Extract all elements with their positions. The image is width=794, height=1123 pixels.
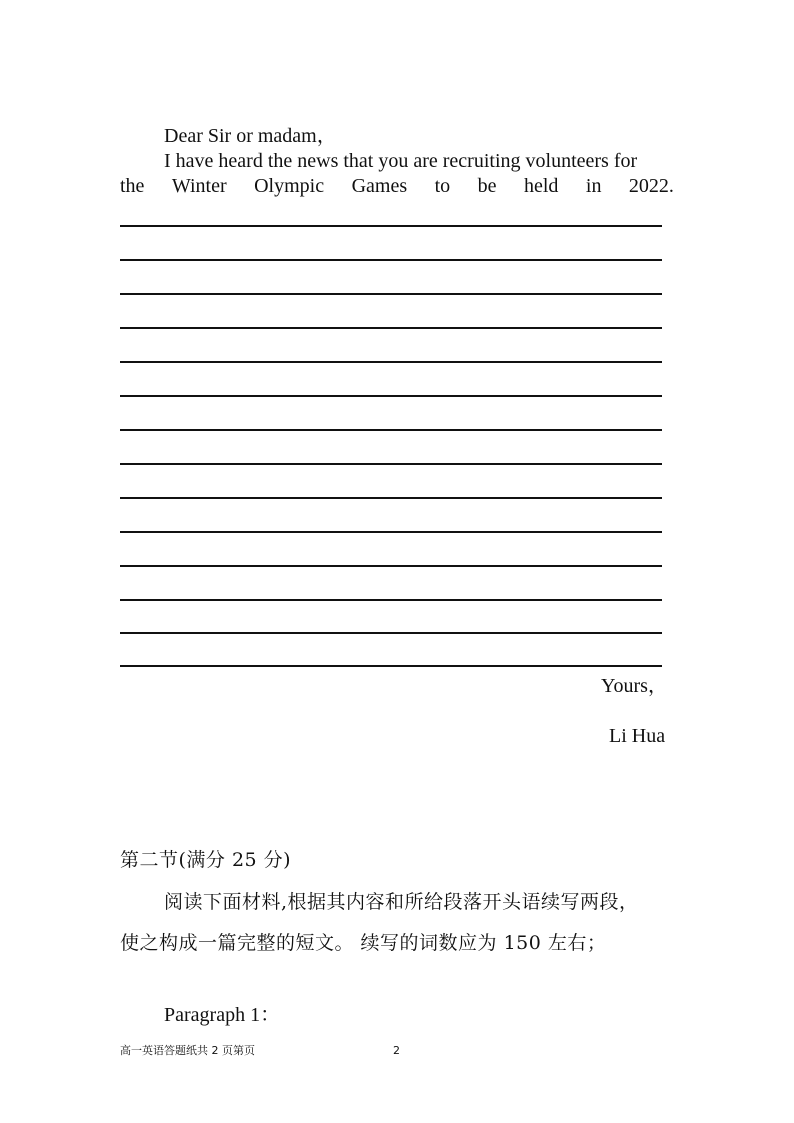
answer-line[interactable] — [120, 531, 662, 533]
intro-word: Winter — [171, 175, 227, 197]
intro-word: to — [434, 175, 451, 197]
letter-closing: Yours， — [601, 675, 668, 697]
intro-word: Games — [351, 175, 408, 197]
letter-salutation: Dear Sir or madam， — [164, 125, 337, 147]
answer-line[interactable] — [120, 665, 662, 667]
answer-line[interactable] — [120, 259, 662, 261]
intro-word: Olympic — [254, 175, 325, 197]
letter-intro-line2 — [120, 174, 674, 198]
answer-line[interactable] — [120, 632, 662, 634]
intro-word: the — [120, 175, 145, 197]
intro-word: 2022. — [628, 175, 674, 197]
answer-line[interactable] — [120, 463, 662, 465]
answer-line[interactable] — [120, 395, 662, 397]
answer-line[interactable] — [120, 327, 662, 329]
answer-line[interactable] — [120, 565, 662, 567]
intro-word: be — [477, 175, 497, 197]
answer-line[interactable] — [120, 225, 662, 227]
answer-line[interactable] — [120, 497, 662, 499]
letter-intro-line1: I have heard the news that you are recruiting volunteers for — [164, 150, 638, 172]
letter-signature: Li Hua — [609, 725, 666, 747]
instruction-line1: 阅读下面材料,根据其内容和所给段落开头语续写两段， — [164, 891, 639, 913]
page-number: 2 — [393, 1044, 400, 1057]
instruction-line2: 使之构成一篇完整的短文。 续写的词数应为 150 左右； — [120, 932, 607, 954]
answer-line[interactable] — [120, 293, 662, 295]
paragraph-label: Paragraph 1： — [164, 1004, 281, 1026]
intro-word: in — [585, 175, 602, 197]
footer-text: 高一英语答题纸共 2 页第页 — [120, 1044, 255, 1057]
answer-line[interactable] — [120, 599, 662, 601]
section-heading: 第二节(满分 25 分) — [120, 849, 292, 871]
answer-line[interactable] — [120, 361, 662, 363]
answer-line[interactable] — [120, 429, 662, 431]
intro-word: held — [523, 175, 559, 197]
